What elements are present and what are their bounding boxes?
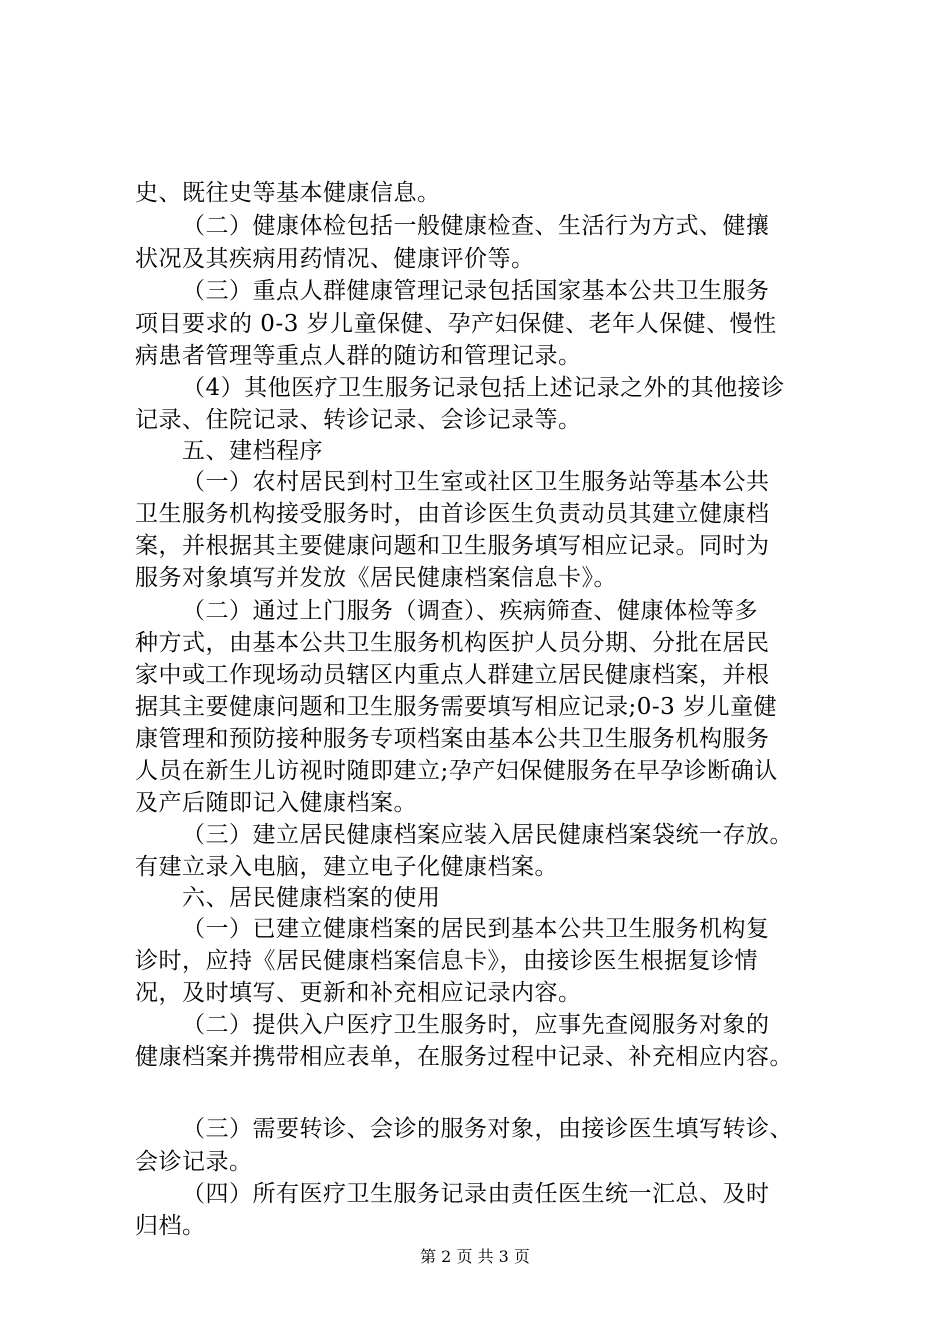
text-line: （三）建立居民健康档案应装入居民健康档案袋统一存放。 bbox=[182, 822, 793, 848]
text-line: 状况及其疾病用药情况、健康评价等。 bbox=[135, 246, 535, 272]
text-line: 有建立录入电脑，建立电子化健康档案。 bbox=[135, 854, 558, 880]
text-line: （四）所有医疗卫生服务记录由责任医生统一汇总、及时 bbox=[182, 1181, 770, 1207]
page-number-footer: 第 2 页 共 3 页 bbox=[420, 1247, 530, 1266]
text-line: （一）农村居民到村卫生室或社区卫生服务站等基本公共 bbox=[182, 469, 770, 495]
text-line: 人员在新生儿访视时随即建立;孕产妇保健服务在早孕诊断确认 bbox=[135, 758, 778, 784]
text-line: 况，及时填写、更新和补充相应记录内容。 bbox=[135, 980, 582, 1006]
text-line: （4）其他医疗卫生服务记录包括上述记录之外的其他接诊 bbox=[182, 375, 785, 401]
text-line: （二）健康体检包括一般健康检查、生活行为方式、健攘 bbox=[182, 213, 770, 239]
text-line: 记录、住院记录、转诊记录、会诊记录等。 bbox=[135, 407, 582, 433]
text-line: （一）已建立健康档案的居民到基本公共卫生服务机构复 bbox=[182, 916, 770, 942]
text-line: （三）重点人群健康管理记录包括国家基本公共卫生服务 bbox=[182, 278, 770, 304]
text-line: 会诊记录。 bbox=[135, 1149, 253, 1175]
text-line: 服务对象填写并发放《居民健康档案信息卡》。 bbox=[135, 565, 617, 591]
text-line: 史、既往史等基本健康信息。 bbox=[135, 180, 441, 206]
section-heading: 五、建档程序 bbox=[182, 438, 323, 464]
text-line: 种方式，由基本公共卫生服务机构医护人员分期、分批在居民 bbox=[135, 630, 770, 656]
text-line: 卫生服务机构接受服务时，由首诊医生负责动员其建立健康档 bbox=[135, 501, 770, 527]
text-line: 病患者管理等重点人群的随访和管理记录。 bbox=[135, 343, 582, 369]
section-heading: 六、居民健康档案的使用 bbox=[182, 885, 441, 911]
text-line: 案，并根据其主要健康问题和卫生服务填写相应记录。同时为 bbox=[135, 533, 770, 559]
text-line: （二）提供入户医疗卫生服务时，应事先查阅服务对象的 bbox=[182, 1012, 770, 1038]
text-line: 健康档案并携带相应表单，在服务过程中记录、补充相应内容。 bbox=[135, 1044, 793, 1070]
text-line: 家中或工作现场动员辖区内重点人群建立居民健康档案，并根 bbox=[135, 662, 770, 688]
text-line: 及产后随即记入健康档案。 bbox=[135, 790, 417, 816]
text-line: （三）需要转诊、会诊的服务对象，由接诊医生填写转诊、 bbox=[182, 1116, 793, 1142]
text-line: 据其主要健康问题和卫生服务需要填写相应记录;0-3 岁儿童健 bbox=[135, 694, 778, 720]
text-line: 归档。 bbox=[135, 1213, 206, 1239]
text-line: 康管理和预防接种服务专项档案由基本公共卫生服务机构服务 bbox=[135, 726, 770, 752]
text-line: 项目要求的 0-3 岁儿童保健、孕产妇保健、老年人保健、慢性 bbox=[135, 311, 777, 337]
text-line: 诊时，应持《居民健康档案信息卡》，由接诊医生根据复诊情 bbox=[135, 948, 758, 974]
text-line: （二）通过上门服务（调查）、疾病筛查、健康体检等多 bbox=[182, 598, 758, 624]
